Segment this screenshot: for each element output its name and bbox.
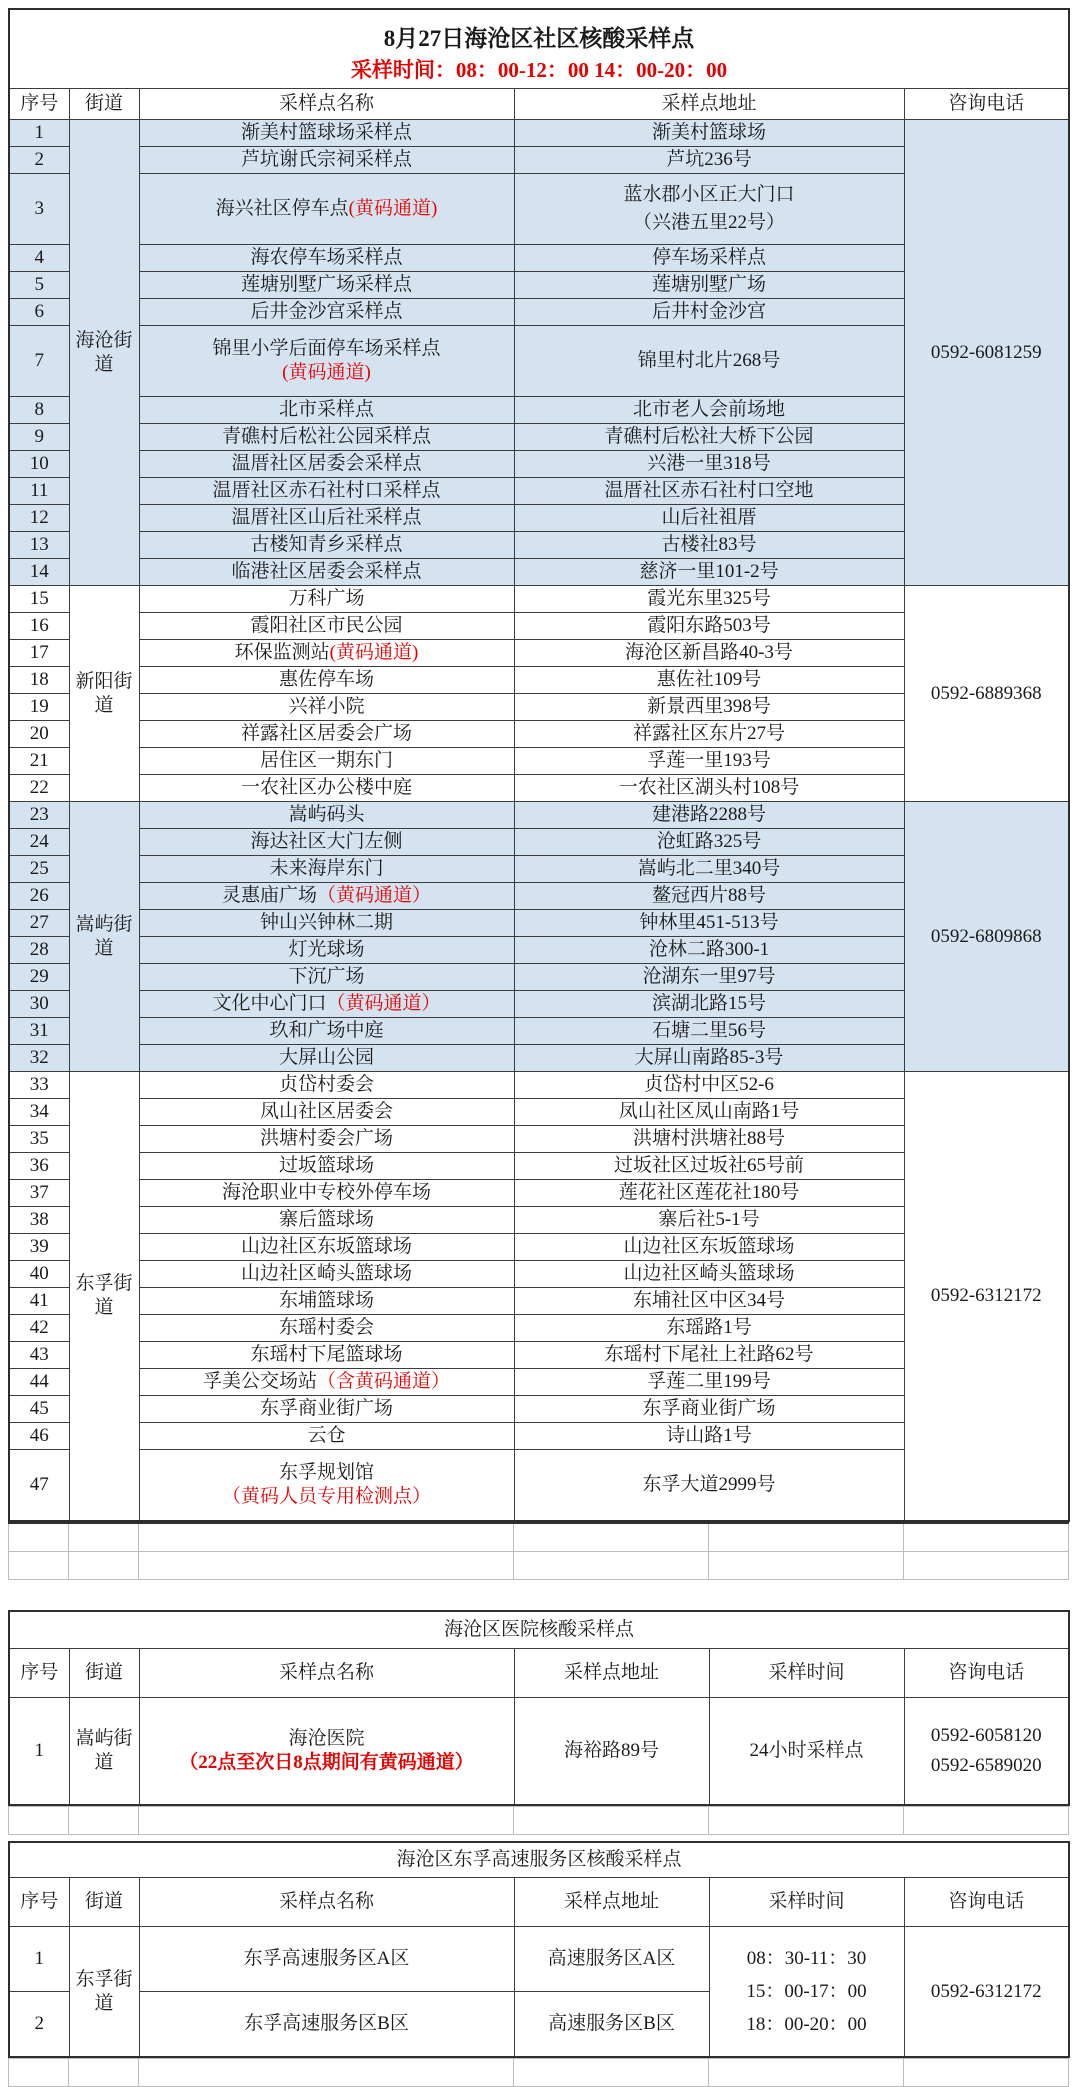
site-address: 滨湖北路15号 [514, 991, 904, 1018]
site-name: 文化中心门口（黄码通道） [139, 991, 514, 1018]
site-address: 石塘二里56号 [514, 1018, 904, 1045]
site-address: 东孚商业街广场 [514, 1396, 904, 1423]
site-name: 灵惠庙广场（黄码通道） [139, 883, 514, 910]
row-number: 17 [9, 640, 69, 667]
row-number: 32 [9, 1045, 69, 1072]
site-address: 沧虹路325号 [514, 829, 904, 856]
site-name: 未来海岸东门 [139, 856, 514, 883]
site-name: 温厝社区山后社采样点 [139, 505, 514, 532]
site-name: 大屏山公园 [139, 1045, 514, 1072]
row-number: 21 [9, 748, 69, 775]
row-number: 5 [9, 272, 69, 299]
site-address: 建港路2288号 [514, 802, 904, 829]
site-name: 洪塘村委会广场 [139, 1126, 514, 1153]
header-site-address: 采样点地址 [514, 89, 904, 120]
yellow-code-note: （含黄码通道） [317, 1371, 451, 1393]
site-name: 芦坑谢氏宗祠采样点 [139, 147, 514, 174]
site-name: 东孚高速服务区B区 [139, 1992, 514, 2058]
row-number: 11 [9, 478, 69, 505]
site-address: 霞光东里325号 [514, 586, 904, 613]
row-number: 10 [9, 451, 69, 478]
row-number: 36 [9, 1153, 69, 1180]
row-number: 34 [9, 1099, 69, 1126]
header-site-address: 采样点地址 [514, 1649, 709, 1698]
consult-phone: 0592-6081259 [904, 120, 1069, 586]
site-row [9, 802, 1069, 829]
row-number: 2 [9, 147, 69, 174]
row-number: 12 [9, 505, 69, 532]
site-name: 惠佐停车场 [139, 667, 514, 694]
row-number: 20 [9, 721, 69, 748]
community-table [8, 8, 1070, 1522]
table1-header-row [9, 89, 1069, 120]
site-address: 锦里村北片268号 [514, 326, 904, 397]
site-name: 山边社区崎头篮球场 [139, 1261, 514, 1288]
site-address: 一农社区湖头村108号 [514, 775, 904, 802]
site-address: 鳌冠西片88号 [514, 883, 904, 910]
time-line-3: 18：00-20：00 [746, 2014, 867, 2036]
site-address: 山边社区崎头篮球场 [514, 1261, 904, 1288]
consult-phone [904, 1698, 1069, 1806]
hospital-name: 海沧医院 [288, 1728, 365, 1750]
hospital-table-title: 海沧区医院核酸采样点 [9, 1611, 1069, 1649]
table1-title-block [9, 9, 1069, 89]
street-name: 嵩屿街道 [69, 1698, 139, 1806]
hospital-table [8, 1610, 1070, 1806]
time-line-1: 08：30-11：30 [746, 1947, 867, 1969]
bottom-partial-row [8, 2058, 1069, 2087]
site-address: 莲花社区莲花社180号 [514, 1180, 904, 1207]
empty-row [9, 1807, 1069, 1835]
site-address: 海裕路89号 [514, 1698, 709, 1806]
site-address: 后井村金沙宫 [514, 299, 904, 326]
site-name: 海兴社区停车点(黄码通道) [139, 174, 514, 245]
row-number: 26 [9, 883, 69, 910]
header-phone: 咨询电话 [904, 1649, 1069, 1698]
hospital-yellow-code-note: （22点至次日8点期间有黄码通道） [179, 1752, 474, 1773]
yellow-code-note: （黄码人员专用检测点） [221, 1486, 431, 1507]
yellow-code-note: (黄码通道) [348, 198, 438, 220]
site-address: 贞岱村中区52-6 [514, 1072, 904, 1099]
site-name: 莲塘别墅广场采样点 [139, 272, 514, 299]
consult-phone: 0592-6809868 [904, 802, 1069, 1072]
site-address: 诗山路1号 [514, 1423, 904, 1450]
site-row [9, 586, 1069, 613]
street-name: 东孚街道 [69, 1072, 139, 1522]
site-address: 蓝水郡小区正大门口 （兴港五里22号） [514, 174, 904, 245]
row-number: 41 [9, 1288, 69, 1315]
hospital-row [9, 1698, 1069, 1806]
site-address: 祥露社区东片27号 [514, 721, 904, 748]
site-address: 山后社祖厝 [514, 505, 904, 532]
site-name: 东孚规划馆 （黄码人员专用检测点） [139, 1450, 514, 1522]
row-number: 30 [9, 991, 69, 1018]
phone-line-1: 0592-6058120 [930, 1724, 1042, 1746]
site-address: 沧湖东一里97号 [514, 964, 904, 991]
site-address: 海沧区新昌路40-3号 [514, 640, 904, 667]
site-name: 东瑶村委会 [139, 1315, 514, 1342]
site-name: 贞岱村委会 [139, 1072, 514, 1099]
site-address: 高速服务区A区 [514, 1927, 709, 1992]
highway-table-title: 海沧区东孚高速服务区核酸采样点 [9, 1842, 1069, 1878]
yellow-code-note: （黄码通道） [317, 885, 432, 907]
row-number: 29 [9, 964, 69, 991]
site-name: 北市采样点 [139, 397, 514, 424]
site-address: 东瑶村下尾社上社路62号 [514, 1342, 904, 1369]
sampling-time-subtitle: 采样时间：08：00-12：00 14：00-20：00 [350, 58, 728, 82]
site-address: 东瑶路1号 [514, 1315, 904, 1342]
site-address: 沧林二路300-1 [514, 937, 904, 964]
site-name: 万科广场 [139, 586, 514, 613]
site-address: 山边社区东坂篮球场 [514, 1234, 904, 1261]
row-number: 42 [9, 1315, 69, 1342]
row-number: 7 [9, 326, 69, 397]
sampling-time [709, 1927, 904, 2058]
site-name: 霞阳社区市民公园 [139, 613, 514, 640]
row-number: 38 [9, 1207, 69, 1234]
row-number: 13 [9, 532, 69, 559]
site-name: 山边社区东坂篮球场 [139, 1234, 514, 1261]
highway-header-row [9, 1878, 1069, 1927]
site-name: 过坂篮球场 [139, 1153, 514, 1180]
row-number: 31 [9, 1018, 69, 1045]
site-name: 温厝社区居委会采样点 [139, 451, 514, 478]
row-number: 44 [9, 1369, 69, 1396]
header-seq: 序号 [9, 89, 69, 120]
empty-row [9, 2059, 1069, 2087]
row-number: 35 [9, 1126, 69, 1153]
header-seq: 序号 [9, 1878, 69, 1927]
hospital-header-row [9, 1649, 1069, 1698]
site-name: 海沧职业中专校外停车场 [139, 1180, 514, 1207]
header-street: 街道 [69, 1878, 139, 1927]
phone-line-2: 0592-6589020 [930, 1755, 1042, 1776]
street-name: 海沧街道 [69, 120, 139, 586]
row-number: 40 [9, 1261, 69, 1288]
site-name: 古楼知青乡采样点 [139, 532, 514, 559]
row-number: 2 [9, 1992, 69, 2058]
row-number: 45 [9, 1396, 69, 1423]
site-name: 兴祥小院 [139, 694, 514, 721]
header-site-address: 采样点地址 [514, 1878, 709, 1927]
site-name: 钟山兴钟林二期 [139, 910, 514, 937]
site-address: 孚莲二里199号 [514, 1369, 904, 1396]
site-address: 嵩屿北二里340号 [514, 856, 904, 883]
consult-phone: 0592-6312172 [904, 1072, 1069, 1522]
row-number: 47 [9, 1450, 69, 1522]
header-sampling-time: 采样时间 [709, 1649, 904, 1698]
yellow-code-note: （黄码通道） [326, 993, 441, 1015]
header-phone: 咨询电话 [904, 1878, 1069, 1927]
site-address: 钟林里451-513号 [514, 910, 904, 937]
street-name: 东孚街道 [69, 1927, 139, 2058]
row-number: 28 [9, 937, 69, 964]
site-name: 东孚商业街广场 [139, 1396, 514, 1423]
site-address: 新景西里398号 [514, 694, 904, 721]
yellow-code-note: (黄码通道) [329, 642, 419, 664]
row-number: 43 [9, 1342, 69, 1369]
site-address: 凤山社区凤山南路1号 [514, 1099, 904, 1126]
site-name: 海达社区大门左侧 [139, 829, 514, 856]
site-name: 嵩屿码头 [139, 802, 514, 829]
site-name: 锦里小学后面停车场采样点 (黄码通道) [139, 326, 514, 397]
site-name: 寨后篮球场 [139, 1207, 514, 1234]
row-number: 22 [9, 775, 69, 802]
site-address: 大屏山南路85-3号 [514, 1045, 904, 1072]
time-line-2: 15：00-17：00 [746, 1980, 867, 2002]
row-number: 39 [9, 1234, 69, 1261]
sampling-time: 24小时采样点 [709, 1698, 904, 1806]
site-name: 凤山社区居委会 [139, 1099, 514, 1126]
site-address: 孚莲一里193号 [514, 748, 904, 775]
site-name: 孚美公交场站（含黄码通道） [139, 1369, 514, 1396]
row-number: 1 [9, 120, 69, 147]
row-number: 9 [9, 424, 69, 451]
site-address: 温厝社区赤石社村口空地 [514, 478, 904, 505]
empty-row [9, 1552, 1069, 1580]
site-address: 渐美村篮球场 [514, 120, 904, 147]
spacer-grid-1 [8, 1522, 1069, 1580]
site-address: 东埔社区中区34号 [514, 1288, 904, 1315]
row-number: 25 [9, 856, 69, 883]
row-number: 1 [9, 1698, 69, 1806]
site-address: 慈济一里101-2号 [514, 559, 904, 586]
site-name: 灯光球场 [139, 937, 514, 964]
site-address: 洪塘村洪塘社88号 [514, 1126, 904, 1153]
site-name: 云仓 [139, 1423, 514, 1450]
header-street: 街道 [69, 1649, 139, 1698]
site-name: 环保监测站(黄码通道) [139, 640, 514, 667]
row-number: 15 [9, 586, 69, 613]
consult-phone: 0592-6312172 [904, 1927, 1069, 2058]
site-address: 芦坑236号 [514, 147, 904, 174]
header-site-name: 采样点名称 [139, 89, 514, 120]
page-title: 8月27日海沧区社区核酸采样点 [383, 26, 695, 51]
site-name: 临港社区居委会采样点 [139, 559, 514, 586]
header-seq: 序号 [9, 1649, 69, 1698]
row-number: 3 [9, 174, 69, 245]
consult-phone: 0592-6889368 [904, 586, 1069, 802]
header-street: 街道 [69, 89, 139, 120]
header-site-name: 采样点名称 [139, 1878, 514, 1927]
site-address: 停车场采样点 [514, 245, 904, 272]
site-name: 下沉广场 [139, 964, 514, 991]
row-number: 19 [9, 694, 69, 721]
site-name: 祥露社区居委会广场 [139, 721, 514, 748]
site-row [9, 120, 1069, 147]
row-number: 6 [9, 299, 69, 326]
row-number: 18 [9, 667, 69, 694]
row-number: 14 [9, 559, 69, 586]
site-name: 后井金沙宫采样点 [139, 299, 514, 326]
row-number: 4 [9, 245, 69, 272]
header-phone: 咨询电话 [904, 89, 1069, 120]
header-site-name: 采样点名称 [139, 1649, 514, 1698]
yellow-code-note: (黄码通道) [282, 362, 371, 383]
site-row [9, 1072, 1069, 1099]
site-name: 海农停车场采样点 [139, 245, 514, 272]
row-number: 33 [9, 1072, 69, 1099]
row-number: 16 [9, 613, 69, 640]
site-name: 东瑶村下尾篮球场 [139, 1342, 514, 1369]
row-number: 1 [9, 1927, 69, 1992]
highway-table [8, 1841, 1070, 2058]
row-number: 24 [9, 829, 69, 856]
site-address: 惠佐社109号 [514, 667, 904, 694]
site-address: 霞阳东路503号 [514, 613, 904, 640]
site-address: 莲塘别墅广场 [514, 272, 904, 299]
site-address: 古楼社83号 [514, 532, 904, 559]
row-number: 46 [9, 1423, 69, 1450]
street-name: 嵩屿街道 [69, 802, 139, 1072]
site-name [139, 1698, 514, 1806]
row-number: 27 [9, 910, 69, 937]
empty-row [9, 1523, 1069, 1552]
site-name: 渐美村篮球场采样点 [139, 120, 514, 147]
site-name: 东孚高速服务区A区 [139, 1927, 514, 1992]
row-number: 23 [9, 802, 69, 829]
row-number: 37 [9, 1180, 69, 1207]
site-name: 青礁村后松社公园采样点 [139, 424, 514, 451]
site-name: 玖和广场中庭 [139, 1018, 514, 1045]
site-address: 兴港一里318号 [514, 451, 904, 478]
site-name: 东埔篮球场 [139, 1288, 514, 1315]
page [0, 8, 1080, 2036]
site-address: 北市老人会前场地 [514, 397, 904, 424]
site-address: 高速服务区B区 [514, 1992, 709, 2058]
site-name: 一农社区办公楼中庭 [139, 775, 514, 802]
header-sampling-time: 采样时间 [709, 1878, 904, 1927]
site-address: 过坂社区过坂社65号前 [514, 1153, 904, 1180]
highway-row-a [9, 1927, 1069, 1992]
spacer-grid-2 [8, 1806, 1069, 1835]
site-name: 居住区一期东门 [139, 748, 514, 775]
row-number: 8 [9, 397, 69, 424]
street-name: 新阳街道 [69, 586, 139, 802]
site-address: 青礁村后松社大桥下公园 [514, 424, 904, 451]
site-address: 寨后社5-1号 [514, 1207, 904, 1234]
site-name: 温厝社区赤石社村口采样点 [139, 478, 514, 505]
site-address: 东孚大道2999号 [514, 1450, 904, 1522]
